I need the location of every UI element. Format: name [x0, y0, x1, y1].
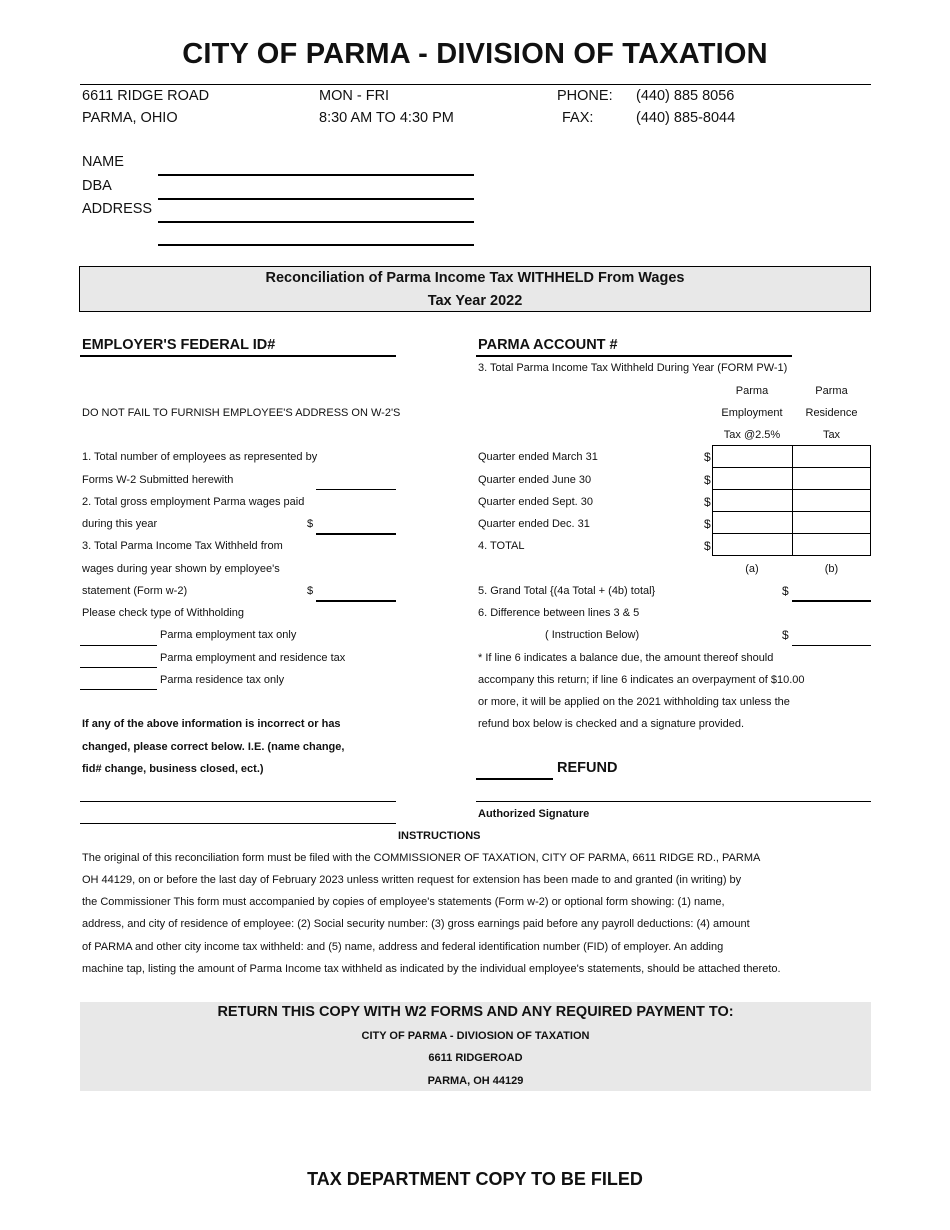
balance-note-line1: * If line 6 indicates a balance due, the amount thereof should	[478, 652, 774, 664]
difference-label: 6. Difference between lines 3 & 5	[478, 607, 640, 619]
instructions-line: of PARMA and other city income tax withheld: and (5) name, address and federal identification number (FID) of employer. An adding	[82, 941, 724, 953]
q3-employment-tax-cell[interactable]	[712, 489, 793, 512]
total-employees-field[interactable]	[316, 474, 396, 490]
instructions-line: OH 44129, on or before the last day of February 2023 unless written request for extension has been made to and granted (in writing) by	[82, 874, 742, 886]
q3-dollar: $	[704, 495, 711, 509]
check-employment-only[interactable]	[80, 630, 157, 646]
total-dollar: $	[704, 539, 711, 553]
q2-dollar: $	[704, 473, 711, 487]
balance-note-line2: accompany this return; if line 6 indicates an overpayment of $10.00	[478, 674, 805, 686]
phone-label: PHONE:	[557, 88, 613, 104]
balance-note-line3: or more, it will be applied on the 2021 withholding tax unless the	[478, 696, 790, 708]
instructions-line: address, and city of residence of employee: (2) Social security number: (3) gross earnings paid before any payroll deductions: (4) amount	[82, 918, 750, 930]
instructions-line: machine tap, listing the amount of Parma Income tax withheld as indicated by the individual employee's statements, should be attached thereto.	[82, 963, 781, 975]
correction-field-line1[interactable]	[80, 786, 396, 802]
refund-checkbox-field[interactable]	[476, 762, 553, 780]
q1-residence-tax-cell[interactable]	[792, 445, 871, 468]
q3-residence-tax-cell[interactable]	[792, 489, 871, 512]
item3-label-b: wages during year shown by employee's	[82, 563, 280, 575]
q2-residence-tax-cell[interactable]	[792, 467, 871, 490]
gross-wages-field[interactable]	[316, 518, 396, 535]
total-line4-label: 4. TOTAL	[478, 540, 525, 552]
return-address-line2: 6611 RIDGEROAD	[428, 1052, 523, 1064]
item2-dollar: $	[307, 518, 314, 530]
office-address-line1: 6611 RIDGE ROAD	[82, 88, 210, 104]
instructions-heading: INSTRUCTIONS	[398, 830, 481, 842]
refund-label: REFUND	[557, 760, 618, 776]
withholding-type-label: Please check type of Withholding	[82, 607, 245, 619]
correction-field-line2[interactable]	[80, 808, 396, 824]
col-b-header-3: Tax	[822, 429, 841, 441]
instructions-line: the Commissioner This form must accompanied by copies of employee's statements (Form w-2) or optional form showing: (1) name,	[82, 896, 725, 908]
col-a-label: (a)	[745, 563, 759, 575]
col-b-label: (b)	[824, 563, 839, 575]
address-field-line1[interactable]	[158, 205, 474, 223]
difference-field[interactable]	[792, 630, 871, 646]
instructions-line: The original of this reconciliation form must be filed with the COMMISSIONER OF TAXATION, CITY OF PARMA, 6611 RIDGE RD., PARMA	[82, 852, 761, 864]
w2-address-notice: DO NOT FAIL TO FURNISH EMPLOYEE'S ADDRESS ON W-2'S	[82, 407, 401, 419]
return-address-line1: CITY OF PARMA - DIVIOSION OF TAXATION	[361, 1030, 590, 1042]
item3-label-c: statement (Form w-2)	[82, 585, 188, 597]
correction-note-line1: If any of the above information is incorrect or has	[82, 718, 341, 730]
q4-residence-tax-cell[interactable]	[792, 511, 871, 534]
office-days: MON - FRI	[319, 88, 390, 104]
banner-title: Reconciliation of Parma Income Tax WITHHELD From Wages	[265, 270, 685, 286]
check-employment-and-residence[interactable]	[80, 652, 157, 668]
name-label: NAME	[82, 154, 124, 170]
line3-withheld-header: 3. Total Parma Income Tax Withheld During Year (FORM PW-1)	[478, 362, 788, 374]
fax-label: FAX:	[562, 110, 594, 126]
total-residence-tax-cell[interactable]	[792, 533, 871, 556]
total-employment-tax-cell[interactable]	[712, 533, 793, 556]
quarter-march-label: Quarter ended March 31	[478, 451, 598, 463]
col-b-header-2: Residence	[805, 407, 858, 419]
col-a-header-1: Parma	[735, 385, 769, 397]
banner-tax-year: Tax Year 2022	[427, 293, 523, 309]
header-divider	[80, 84, 871, 85]
dba-field[interactable]	[158, 182, 474, 200]
authorized-signature-field[interactable]	[476, 786, 871, 802]
item1-label-a: 1. Total number of employees as represented by	[82, 451, 318, 463]
grand-total-field[interactable]	[792, 585, 871, 602]
office-address-line2: PARMA, OHIO	[82, 110, 178, 126]
address-field-line2[interactable]	[158, 228, 474, 246]
col-b-header-1: Parma	[815, 385, 848, 397]
return-address-line3: PARMA, OH 44129	[427, 1075, 524, 1087]
dba-label: DBA	[82, 178, 112, 194]
authorized-signature-label: Authorized Signature	[478, 808, 590, 820]
q4-dollar: $	[704, 517, 711, 531]
copy-designation: TAX DEPARTMENT COPY TO BE FILED	[307, 1169, 643, 1189]
item3-dollar: $	[307, 585, 314, 597]
check-residence-only[interactable]	[80, 674, 157, 690]
col-a-header-2: Employment	[721, 407, 783, 419]
instruction-below-label: ( Instruction Below)	[545, 629, 640, 641]
office-hours: 8:30 AM TO 4:30 PM	[319, 110, 454, 126]
opt-residence-only-label: Parma residence tax only	[160, 674, 285, 686]
grand-total-label: 5. Grand Total {(4a Total + (4b) total}	[478, 585, 656, 597]
item3-label-a: 3. Total Parma Income Tax Withheld from	[82, 540, 283, 552]
parma-account-label: PARMA ACCOUNT #	[478, 337, 618, 353]
correction-note-line3: fid# change, business closed, ect.)	[82, 763, 264, 775]
opt-employment-residence-label: Parma employment and residence tax	[160, 652, 346, 664]
parma-account-field[interactable]	[476, 339, 792, 357]
quarter-june-label: Quarter ended June 30	[478, 474, 592, 486]
difference-dollar: $	[782, 628, 789, 642]
phone-number: (440) 885 8056	[636, 88, 735, 104]
fax-number: (440) 885-8044	[636, 110, 736, 126]
quarter-dec-label: Quarter ended Dec. 31	[478, 518, 590, 530]
opt-employment-only-label: Parma employment tax only	[160, 629, 297, 641]
q1-dollar: $	[704, 450, 711, 464]
federal-id-label: EMPLOYER'S FEDERAL ID#	[82, 337, 276, 353]
q2-employment-tax-cell[interactable]	[712, 467, 793, 490]
q4-employment-tax-cell[interactable]	[712, 511, 793, 534]
quarter-sept-label: Quarter ended Sept. 30	[478, 496, 593, 508]
grand-total-dollar: $	[782, 584, 789, 598]
q1-employment-tax-cell[interactable]	[712, 445, 793, 468]
address-label: ADDRESS	[82, 201, 153, 217]
correction-note-line2: changed, please correct below. I.E. (name change,	[82, 741, 345, 753]
form-title: CITY OF PARMA - DIVISION OF TAXATION	[182, 38, 768, 70]
return-heading: RETURN THIS COPY WITH W2 FORMS AND ANY REQUIRED PAYMENT TO:	[217, 1004, 734, 1020]
item2-label-b: during this year	[82, 518, 158, 530]
item2-label-a: 2. Total gross employment Parma wages paid	[82, 496, 305, 508]
col-a-header-3: Tax @2.5%	[723, 429, 781, 441]
balance-note-line4: refund box below is checked and a signature provided.	[478, 718, 745, 730]
name-field[interactable]	[158, 158, 474, 176]
item1-label-b: Forms W-2 Submitted herewith	[82, 474, 234, 486]
federal-id-field[interactable]	[80, 339, 396, 357]
tax-withheld-w2-field[interactable]	[316, 585, 396, 602]
